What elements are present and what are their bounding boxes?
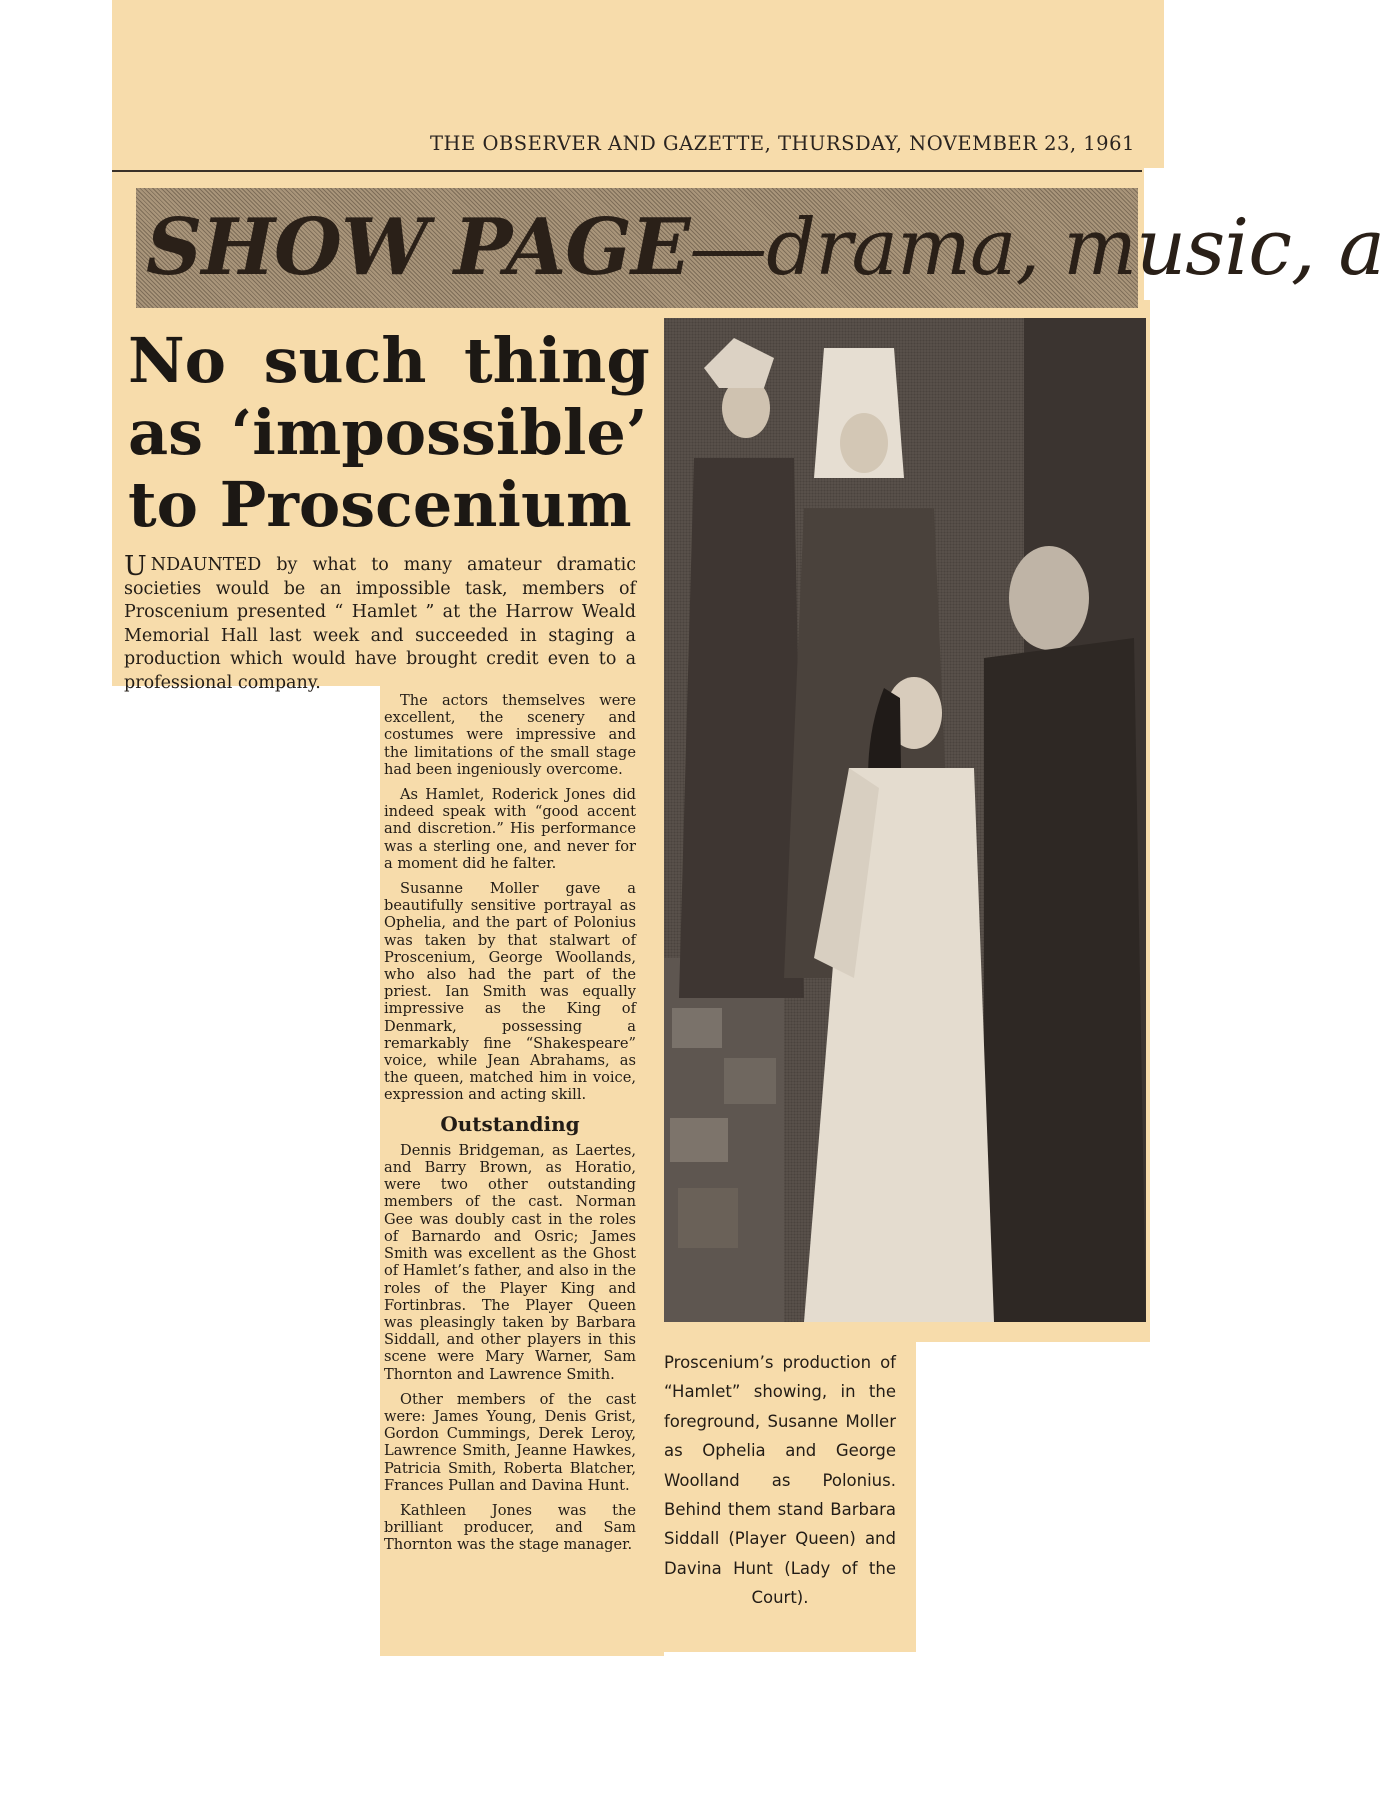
body-paragraph: Susanne Moller gave a beautifully sensitive portrayal as Ophelia, and the part of Polonius was taken by that stalwart of Proscenium, George Woollands, who also had the part of the priest. Ian Smith was equally impressive as the King of Denmark, possessing a remarkably fine “Shakespeare” voice, while Jean Abrahams, as the queen, matched him in voice, expression and acting skill. (384, 880, 636, 1104)
masthead: THE OBSERVER AND GAZETTE, THURSDAY, NOVEMBER 23, 1961 (430, 132, 1135, 155)
lead-text: NDAUNTED by what to many amateur dramatic societies would be an impossible task, members of Proscenium presented “ Hamlet ” at the Harrow Weald Memorial Hall last week and succeeded in staging a production which would have brought credit even to a professional company. (124, 555, 636, 693)
article-headline (128, 324, 650, 541)
banner-show-page: SHOW PAGE (146, 202, 690, 293)
body-paragraph: Kathleen Jones was the brilliant producer, and Sam Thornton was the stage manager. (384, 1501, 636, 1554)
headline-line-3: to Proscenium (128, 468, 632, 541)
body-paragraph: As Hamlet, Roderick Jones did indeed speak with “good accent and discretion.” His performance was a sterling one, and never for a moment did he falter. (384, 786, 636, 872)
body-paragraph: Other members of the cast were: James Young, Denis Grist, Gordon Cummings, Derek Leroy, Lawrence Smith, Jeanne Hawkes, Patricia Smith, Roberta Blatcher, Frances Pullan and Davina Hunt. (384, 1390, 636, 1494)
masthead-rule (112, 170, 1142, 172)
headline-line-2: as ‘impossible’ (128, 396, 648, 469)
photo-illustration (664, 318, 1146, 1322)
production-photo (664, 318, 1146, 1322)
banner-rest: —drama, music, a (689, 203, 1384, 293)
caption-text: Proscenium’s production of “Hamlet” showing, in the foreground, Susanne Moller as Ophelia and George Woolland as Polonius. Behind them stand Barbara Siddall (Player Queen) and Davina Hunt (Lady of the (664, 1353, 896, 1578)
article-body-column (384, 692, 636, 1562)
lead-paragraph (124, 551, 636, 696)
caption-last-line: Court). (751, 1588, 809, 1608)
photo-caption (664, 1348, 896, 1613)
body-paragraph: Dennis Bridgeman, as Laertes, and Barry Brown, as Horatio, were two other outstanding members of the cast. Norman Gee was doubly cast in the roles of Barnardo and Osric; James Smith was excellent as the Ghost of Hamlet’s father, and also in the roles of the Player King and Fortinbras. The Player Queen was pleasingly taken by Barbara Siddall, and other players in this scene were Mary Warner, Sam Thornton and Lawrence Smith. (384, 1141, 636, 1383)
body-paragraph: The actors themselves were excellent, the scenery and costumes were impressive and the limitations of the small stage had been ingeniously overcome. (384, 692, 636, 778)
subheading-outstanding: Outstanding (440, 1111, 580, 1136)
drop-cap: U (124, 551, 147, 582)
headline-line-1: No such thing (128, 324, 650, 397)
section-banner (136, 188, 1384, 308)
section-banner-text (146, 202, 1384, 293)
